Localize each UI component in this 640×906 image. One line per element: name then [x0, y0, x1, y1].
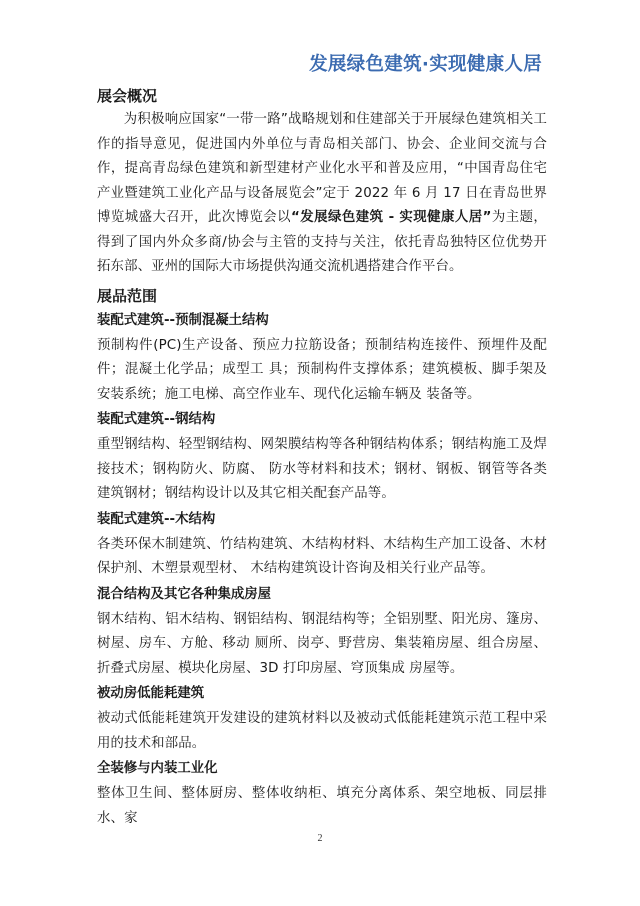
category-text-hybrid-integrated-housing: 钢木结构、铝木结构、钢铝结构、钢混结构等；全铝别墅、阳光房、篷房、树屋、房车、方舱、移动 厕所、岗亭、野营房、集装箱房屋、组合房屋、折叠式房屋、模块化房屋、3D 打印房屋、穹顶集成 房屋等。	[97, 611, 547, 676]
category-text-wood-structure: 各类环保木制建筑、竹结构建筑、木结构材料、木结构生产加工设备、木材保护剂、木塑景观型材、 木结构建筑设计咨询及相关行业产品等。	[97, 536, 547, 576]
category-title-passive-house: 被动房低能耗建筑	[97, 686, 205, 701]
page-number: 2	[317, 833, 323, 844]
overview-text-before: 为积极响应国家“一带一路”战略规划和住建部关于开展绿色建筑相关工作的指导意见，促进国内外单位与青岛相关部门、协会、企业间交流与合作，提高青岛绿色建筑和新型建材产业化水平和普及应用，“中国青岛住宅产业暨建筑工业化产品与设备展览会”定于 2022 年 6 月 17 日在青岛世界博览城盛大召开，此次博览会以	[97, 112, 547, 225]
section-title-overview: 展会概况	[97, 87, 158, 105]
category-title-wood-structure: 装配式建筑--木结构	[97, 511, 216, 527]
page-header-title: 发展绿色建筑·实现健康人居	[309, 54, 542, 75]
section-title-scope: 展品范围	[97, 286, 158, 305]
overview-theme: “发展绿色建筑 - 实现健康人居”	[291, 210, 492, 225]
overview-text-after: 为主题，得到了国内外众多商/协会与主管的支持与关注，依托青岛独特区位优势开拓东部、亚州的国际大市场提供沟通交流机遇搭建合作平台。	[97, 210, 547, 274]
category-title-steel-structure: 装配式建筑--钢结构	[97, 412, 216, 427]
category-text-precast-concrete: 预制构件(PC)生产设备、预应力拉筋设备；预制结构连接件、预埋件及配件；混凝土化学品；成型工 具；预制构件支撑体系；建筑模板、脚手架及安装系统；施工电梯、高空作业车、现代化运输车辆及 装备等。	[97, 337, 547, 402]
category-text-steel-structure: 重型钢结构、轻型钢结构、网架膜结构等各种钢结构体系；钢结构施工及焊接技术；钢构防火、防腐、 防水等材料和技术；钢材、钢板、钢管等各类建筑钢材；钢结构设计以及其它相关配套产品等。	[97, 437, 547, 501]
category-text-full-decoration: 整体卫生间、整体厨房、整体收纳柜、填充分离体系、架空地板、同层排水、家	[97, 786, 547, 826]
overview-paragraph	[97, 108, 547, 280]
category-text-passive-house: 被动式低能耗建筑开发建设的建筑材料以及被动式低能耗建筑示范工程中采用的技术和部品。	[97, 711, 547, 751]
category-title-hybrid-integrated-housing: 混合结构及其它各种集成房屋	[97, 586, 272, 602]
category-title-precast-concrete: 装配式建筑--预制混凝土结构	[97, 312, 269, 328]
category-title-full-decoration: 全装修与内装工业化	[97, 761, 218, 776]
document-body	[97, 84, 547, 831]
